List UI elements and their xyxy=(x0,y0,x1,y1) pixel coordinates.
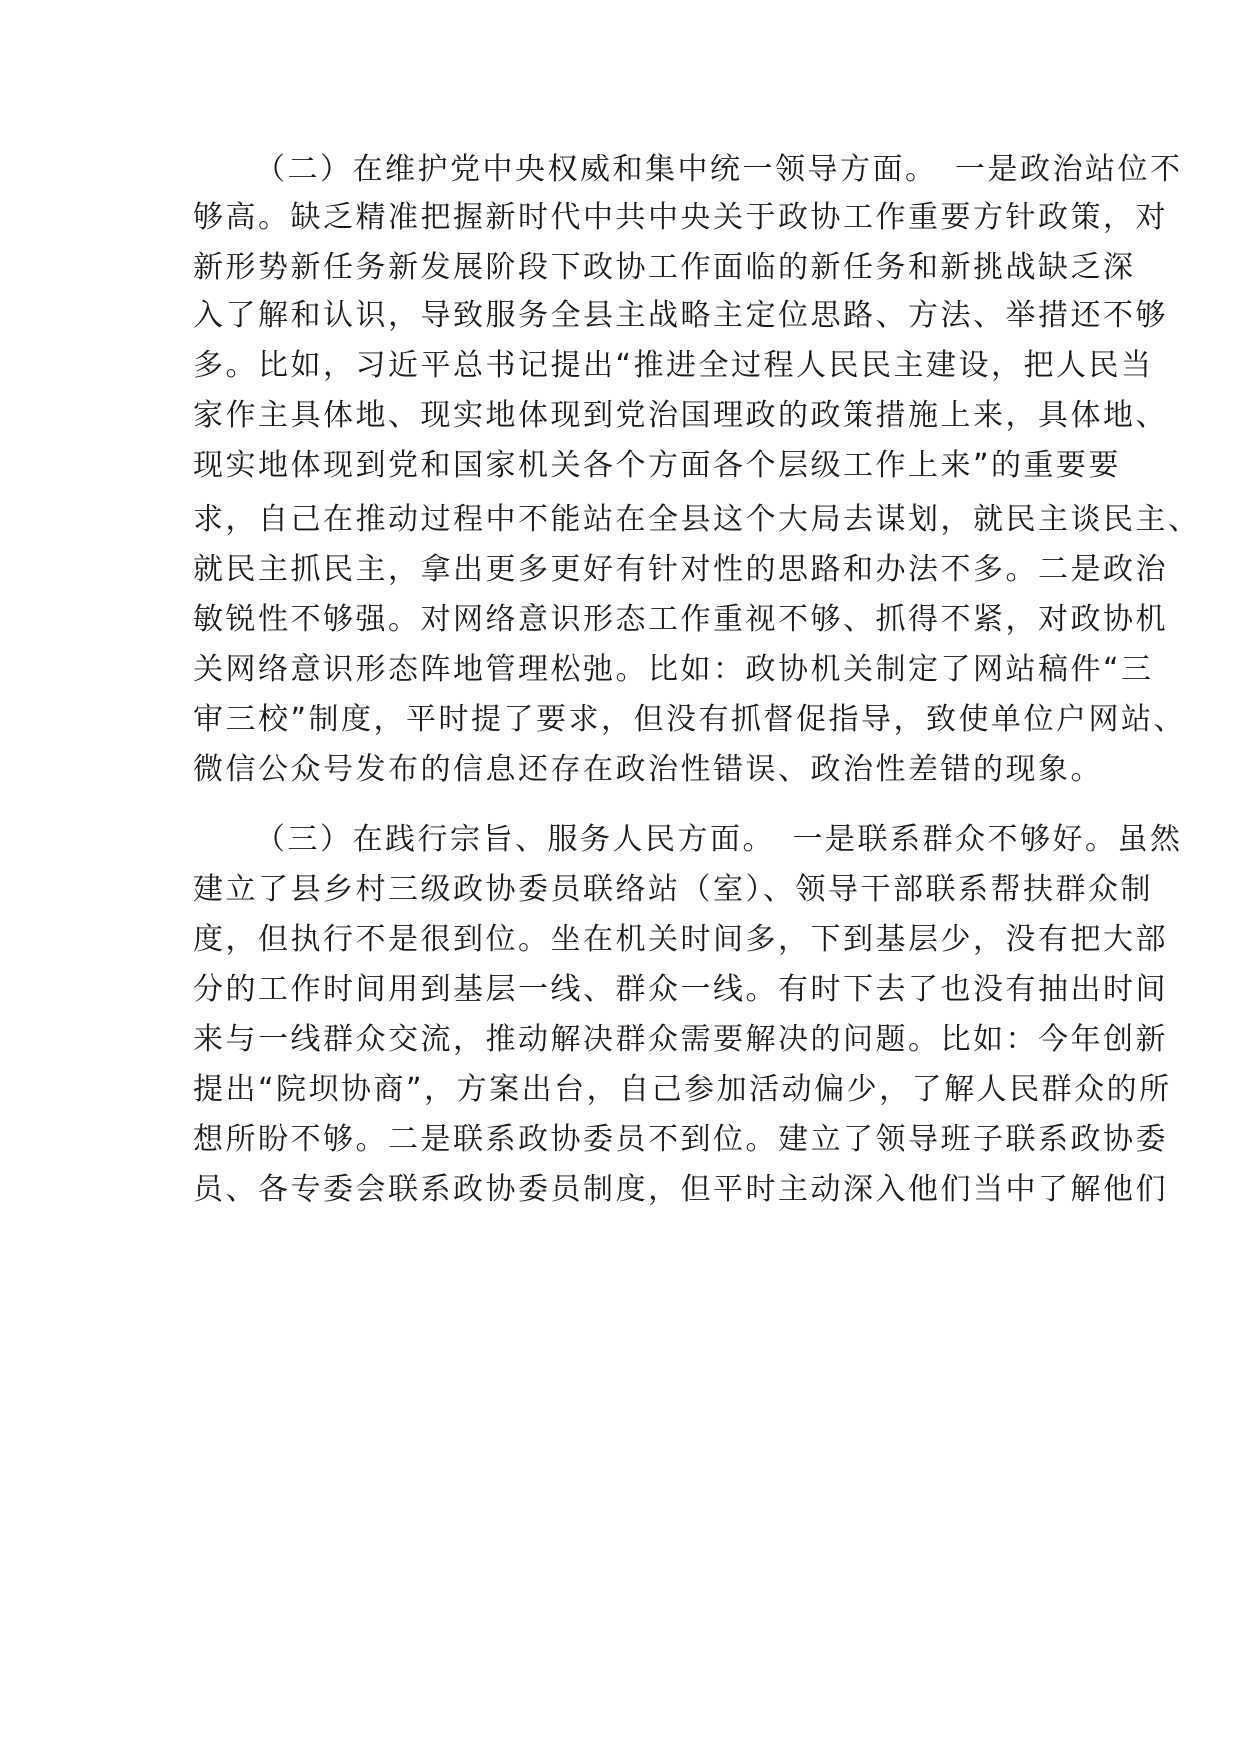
text-line: 审三校”制度，平时提了要求，但没有抓督促指导，致使单位户网站、 xyxy=(193,702,1187,737)
text-line: 关网络意识形态阵地管理松弛。比如：政协机关制定了网站稿件“三 xyxy=(193,652,1154,687)
text-line: 求，自己在推动过程中不能站在全县这个大局去谋划，就民主谈民主、 xyxy=(193,502,1201,537)
text-line: （二）在维护党中央权威和集中统一领导方面。 一是政治站位不 xyxy=(255,152,1183,187)
text-line: 分的工作时间用到基层一线、群众一线。有时下去了也没有抽出时间 xyxy=(193,972,1168,1007)
text-line: 建立了县乡村三级政协委员联络站（室）、领导干部联系帮扶群众制 xyxy=(193,872,1153,907)
text-line: 够高。缺乏精准把握新时代中共中央关于政协工作重要方针政策，对 xyxy=(193,200,1168,235)
text-line: 微信公众号发布的信息还存在政治性错误、政治性差错的现象。 xyxy=(193,752,1103,787)
text-line: 新形势新任务新发展阶段下政协工作面临的新任务和新挑战缺乏深 xyxy=(193,250,1136,285)
text-line: 员、各专委会联系政协委员制度，但平时主动深入他们当中了解他们 xyxy=(193,1172,1168,1207)
text-line: 现实地体现到党和国家机关各个方面各个层级工作上来”的重要要 xyxy=(193,448,1122,483)
text-line: 敏锐性不够强。对网络意识形态工作重视不够、抓得不紧，对政协机 xyxy=(193,602,1168,637)
text-line: 家作主具体地、现实地体现到党治国理政的政策措施上来，具体地、 xyxy=(193,398,1168,433)
text-line: 入了解和认识，导致服务全县主战略主定位思路、方法、举措还不够 xyxy=(193,298,1168,333)
text-line: 想所盼不够。二是联系政协委员不到位。建立了领导班子联系政协委 xyxy=(193,1122,1168,1157)
text-line: 就民主抓民主，拿出更多更好有针对性的思路和办法不多。二是政治 xyxy=(193,552,1168,587)
text-line: （三）在践行宗旨、服务人民方面。 一是联系群众不够好。虽然 xyxy=(255,822,1183,857)
text-line: 提出“院坝协商”，方案出台，自己参加活动偏少，了解人民群众的所 xyxy=(193,1072,1172,1107)
text-line: 度，但执行不是很到位。坐在机关时间多，下到基层少，没有把大部 xyxy=(193,922,1168,957)
text-line: 多。比如，习近平总书记提出“推进全过程人民民主建设，把人民当 xyxy=(193,348,1154,383)
text-line: 来与一线群众交流，推动解决群众需要解决的问题。比如：今年创新 xyxy=(193,1022,1168,1057)
